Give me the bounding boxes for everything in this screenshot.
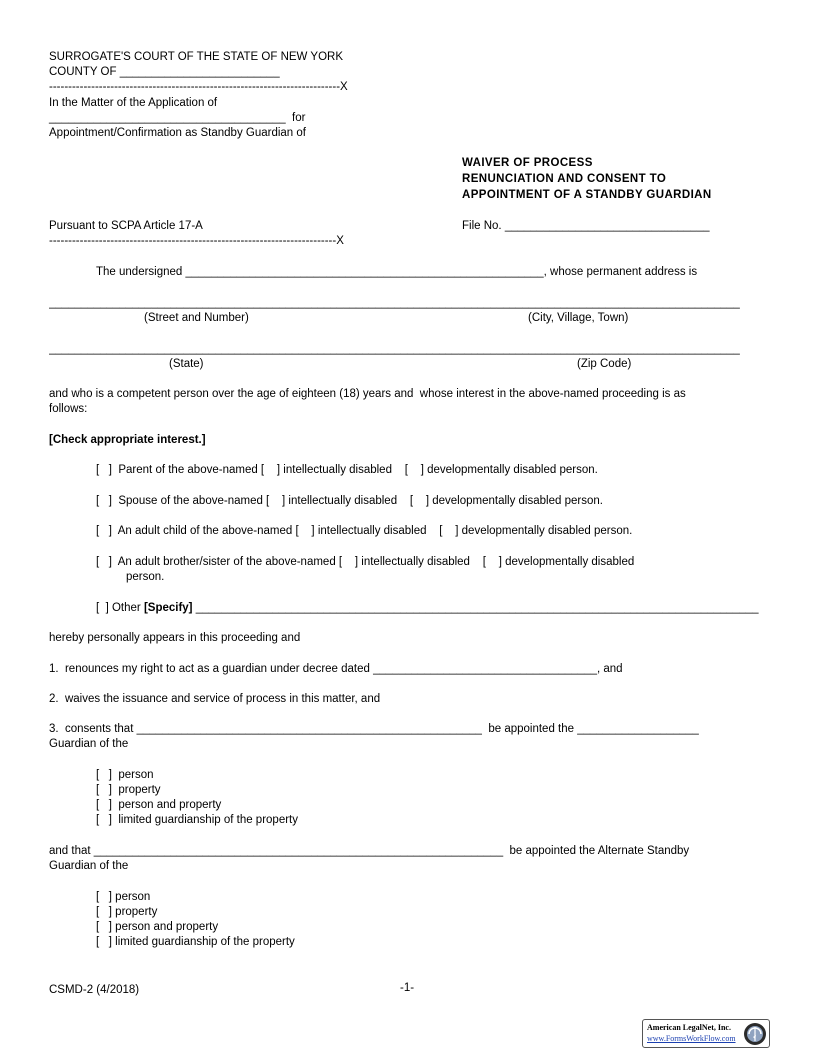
doc-title-3: APPOINTMENT OF A STANDBY GUARDIAN [462, 189, 712, 201]
city-label: (City, Village, Town) [528, 312, 629, 324]
alt-option-person: [ ] person [96, 891, 151, 903]
alt-option-person-property: [ ] person and property [96, 921, 219, 933]
address-line-2: ____________________________________________________________________________________________________________ [49, 343, 740, 355]
interest-adult-child: [ ] An adult child of the above-named [ ] intellectually disabled [ ] developmentally disabled person. [96, 525, 633, 537]
appears-line: hereby personally appears in this proceeding and [49, 632, 301, 644]
badge-company: American LegalNet, Inc. [647, 1023, 731, 1032]
page-number: -1- [400, 982, 415, 994]
street-label: (Street and Number) [144, 312, 249, 324]
interest-sibling: [ ] An adult brother/sister of the above-named [ ] intellectually disabled [ ] developmentally disabled [96, 556, 635, 568]
doc-title-1: WAIVER OF PROCESS [462, 157, 593, 169]
competent-line-1: and who is a competent person over the age of eighteen (18) years and whose interest in the above-named proceeding is as [49, 388, 686, 400]
specify-label: [Specify] [143, 602, 193, 614]
interest-sibling-cont: person. [126, 571, 165, 583]
appointment-line: Appointment/Confirmation as Standby Guardian of [49, 127, 306, 139]
option-property: [ ] property [96, 784, 161, 796]
alt-option-limited: [ ] limited guardianship of the property [96, 936, 295, 948]
zip-label: (Zip Code) [577, 358, 632, 370]
form-id: CSMD-2 (4/2018) [49, 984, 140, 996]
competent-line-2: follows: [49, 403, 88, 415]
other-blank: ________________________________________________________________________________________ [192, 602, 759, 614]
doc-title-2: RENUNCIATION AND CONSENT TO [462, 173, 667, 185]
caption-divider-top: ----------------------------------------------------------------------------X [49, 81, 348, 93]
check-heading: [Check appropriate interest.] [49, 434, 206, 446]
applicant-line: _____________________________________ for [49, 112, 306, 124]
address-line-1: ____________________________________________________________________________________________________________ [49, 297, 740, 309]
option-person-property: [ ] person and property [96, 799, 222, 811]
guardian-of-1: Guardian of the [49, 738, 129, 750]
other-label: [ ] Other [96, 602, 144, 614]
matter-line: In the Matter of the Application of [49, 97, 218, 109]
alternate-line: and that ________________________________________________________________ be appointed the Alternate Standby [49, 845, 690, 857]
interest-other [96, 601, 768, 615]
undersigned-line: The undersigned ________________________________________________________, whose permanent address is [96, 266, 698, 278]
guardian-of-2: Guardian of the [49, 860, 129, 872]
item-3-consent: 3. consents that ______________________________________________________ be appointed the ___________________ [49, 723, 699, 735]
option-limited: [ ] limited guardianship of the property [96, 814, 298, 826]
alt-option-property: [ ] property [96, 906, 158, 918]
interest-parent: [ ] Parent of the above-named [ ] intellectually disabled [ ] developmentally disabled person. [96, 464, 598, 476]
state-label: (State) [169, 358, 204, 370]
legalnet-badge[interactable] [642, 1019, 770, 1048]
file-number: File No. ________________________________ [462, 220, 710, 232]
caption-divider-bottom: ---------------------------------------------------------------------------X [49, 235, 344, 247]
interest-spouse: [ ] Spouse of the above-named [ ] intellectually disabled [ ] developmentally disabled person. [96, 495, 603, 507]
item-2-waive: 2. waives the issuance and service of process in this matter, and [49, 693, 381, 705]
pursuant-line: Pursuant to SCPA Article 17-A [49, 220, 203, 232]
court-name: SURROGATE'S COURT OF THE STATE OF NEW YORK [49, 51, 343, 63]
option-person: [ ] person [96, 769, 154, 781]
badge-link[interactable]: www.FormsWorkFlow.com [647, 1034, 736, 1043]
county-line: COUNTY OF _________________________ [49, 66, 280, 78]
item-1-renounce: 1. renounces my right to act as a guardian under decree dated ___________________________________, and [49, 663, 623, 675]
globe-logo-icon [743, 1022, 767, 1046]
